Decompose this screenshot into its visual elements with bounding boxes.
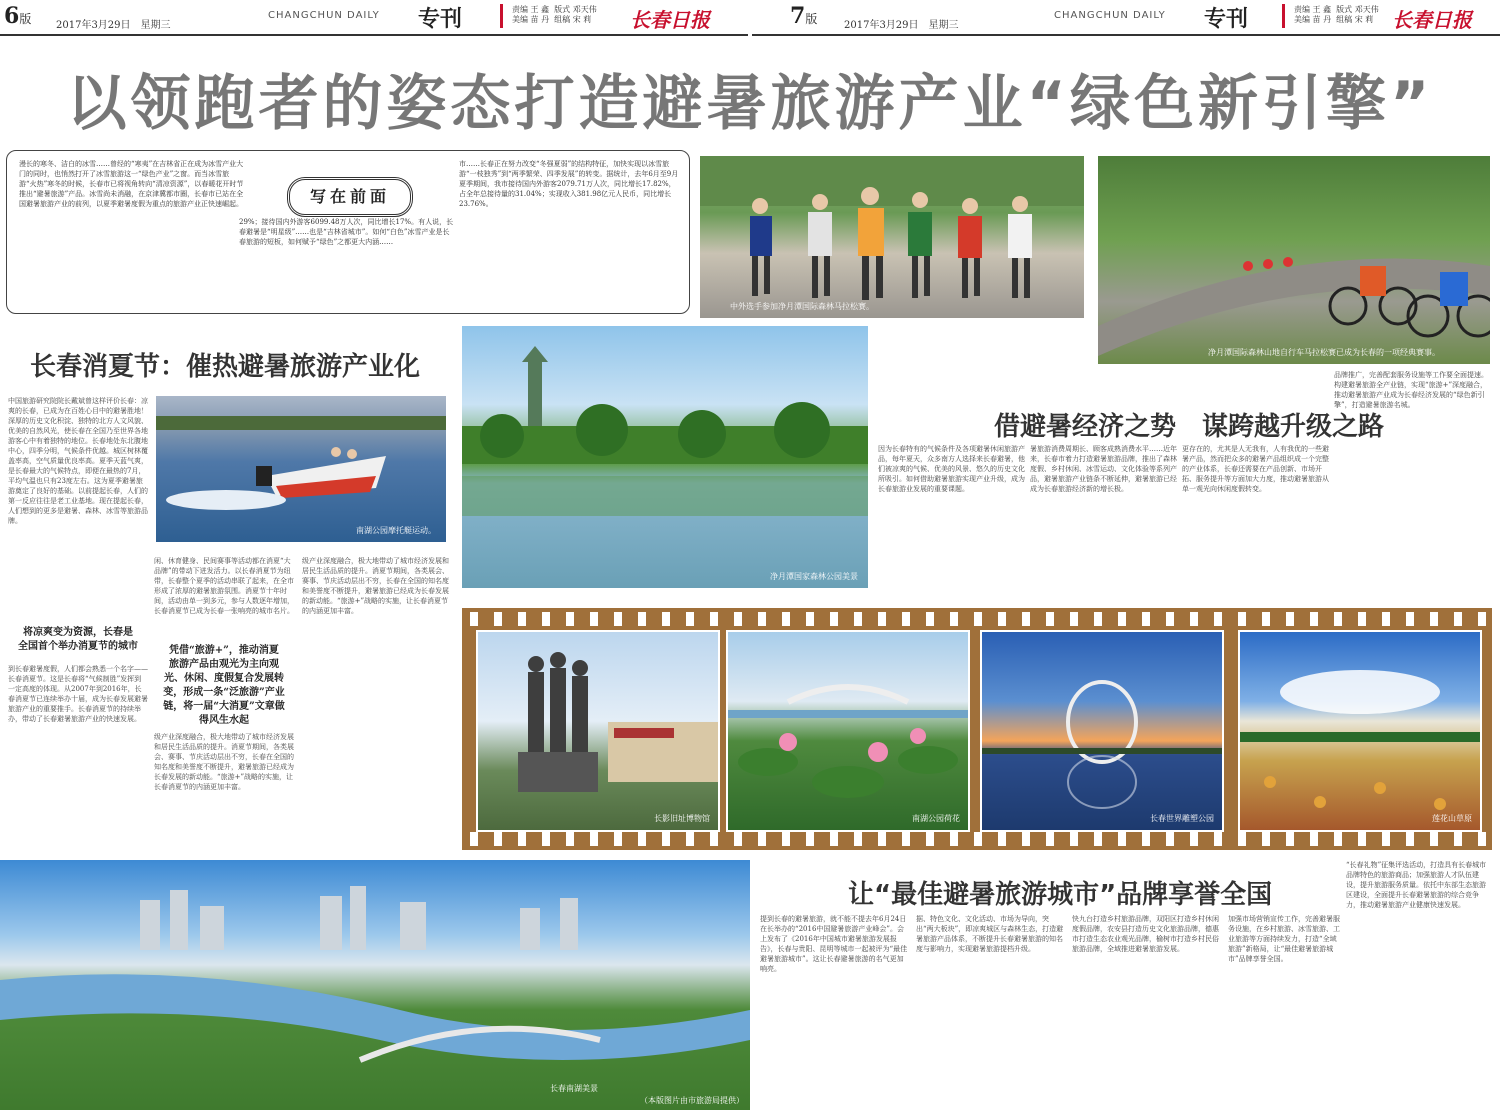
section1-text-col5: 级产业深度融合，极大地带动了城市经济发展和居民生活品质的提升。消夏节期间，各类展会、赛事、节庆活动层出不穷，长春在全国的知名度和美誉度不断提升，避暑旅游已经成为长春发展的新动能。“旅游+”战略的实施，让长春消夏节的内涵更加丰富。 [302,557,449,615]
lake-illustration [462,326,868,588]
page-number: 7版 [790,3,818,29]
section1-subhead1: 将凉爽变为资源，长春是 全国首个举办消夏节的城市 [18,627,138,652]
panorama-photo [0,860,750,1110]
section3-title: 让“最佳避暑旅游城市”品牌享誉全国 [848,880,1273,910]
intro-text-col2: 29%；接待国内外游客6099.48万人次，同比增长17%。有人说，长春避暑是“明星级”……也是“吉林省城市”。如何“白色”冰雪产业是长春旅游的短板，如何赋予“绿色”之都更大内涵…… [239,218,454,246]
section1-text-col1: 中国旅游研究院院长戴斌曾这样评价长春：凉爽的长春，已成为在百姓心目中的避暑胜地！深厚的历史文化积淀、独特的北方人文风貌、优美的自然风光，使长春在全国乃至世界各地游客心中有着独特的地位。长春地处东北腹地中心，四季分明，气候条件优越。城区树林覆盖率高，空气质量优良率高。夏季天蓝气爽，是长春最大的气候特点，即便在最热的7月，平均气温也只有23度左右。这为夏季避暑旅游奠定了良好的基础。以前提起长春，人们的第一反应往往是老工业基地。现在提起长春，人们想到的更多是避暑、森林、冰雪等旅游品牌。 [8,397,148,525]
section2-text-col4: 品牌推广，完善配套服务设施等工作要全面提速。构建避暑旅游全产业链，实现“旅游+”深度融合，推动避暑旅游产业成为长春经济发展的“绿色新引擎”，打造避暑旅游名城。 [1334,371,1488,409]
film-photo-grassland [1238,630,1482,832]
intro-badge: 写在前面 [287,177,413,217]
section3-text-col3: 快九台打造乡村旅游品牌，双阳区打造乡村休闲度假品牌，农安县打造历史文化旅游品牌，德惠市打造生态农业观光品牌，榆树市打造乡村民俗旅游品牌，全域推进避暑旅游发展。 [1072,915,1219,953]
marathon-photo [700,156,1084,318]
newspaper-logo: 长春日报 [1392,8,1472,32]
film-photo-sculpture-park [980,630,1224,832]
newspaper-logo: 长春日报 [630,8,710,32]
photo-film-strip [462,608,1492,850]
film-photo-museum [476,630,720,832]
film-holes-bottom [462,832,1492,846]
divider [500,4,503,28]
intro-text-col3: 市……长春正在努力改变“冬强夏弱”的结构特征，加快实现以冰雪旅游“一枝独秀”到“两季繁荣、四季发展”的转变。据统计，去年6月至9月夏季期间，我市接待国内外游客2079.71万人次，同比增长17.82%，占全年总接待量的31.04%；实现收入381.98亿元人民币，同比增长23.76%。 [459,160,679,208]
film-caption-3: 长春世界雕塑公园 [1150,814,1214,823]
section3-text-col5: “长春礼物”征集评选活动，打造具有长春城市品牌特色的旅游商品；加强旅游人才队伍建设，提升旅游服务质量。依托中东部生态旅游区建设，全面提升长春避暑旅游的综合竞争力，推动避暑旅游产业健康快速发展。 [1346,861,1487,909]
editor-credits: 责编 王 鑫 版式 邓天伟 美编 苗 丹 组稿 宋 莉 [1294,5,1379,24]
cycling-caption: 净月潭国际森林山地自行车马拉松赛已成为长春的一项经典赛事。 [1208,348,1440,357]
page-header-left [0,0,748,36]
section3-text-col2: 据、特色文化、文化活动、市场为导向，突出“两大板块”，即凉爽城区与森林生态，打造避暑旅游产品体系，不断提升长春避暑旅游的知名度与影响力，实现避暑旅游提档升级。 [916,915,1064,953]
intro-text-col1: 漫长的寒冬、洁白的冰雪……曾经的“寒夷”在吉林省正在成为冰雪产业大门的同时，也悄然打开了冰雪旅游这一“绿色产业”之窗。而当冰雪旅游“火热”寒冬的时候，长春市已将视角转向“清凉资源”，以春暖花开时节推出“避暑旅游”产品。冰雪尚未消融，在京津冀都市圈，长春市已站在全国避暑旅游产业的前列，以夏季避暑度假为重点的旅游产业正快速崛起。 [19,160,244,208]
section2-title: 借避暑经济之势 谋跨越升级之路 [994,412,1385,442]
photo-credit: （本版图片由市旅游局提供） [640,1096,744,1105]
page-header-right [752,0,1500,36]
lotus-illustration [728,632,968,830]
page-number: 6版 [4,3,32,29]
paper-name-en: CHANGCHUN DAILY [268,10,380,21]
panorama-caption: 长春南湖美景 [550,1084,598,1093]
section1-title: 长春消夏节：催热避暑旅游产业化 [30,352,421,382]
issue-date: 2017年3月29日 星期三 [56,20,171,31]
statue-illustration [478,632,718,830]
cyclists-illustration [1098,156,1490,364]
film-caption-4: 莲花山草原 [1432,814,1472,823]
speedboat-photo [156,396,446,542]
film-caption-2: 南湖公园荷花 [912,814,960,823]
section2-text-col1: 因为长春特有的气候条件及各项避暑休闲旅游产品，每年夏天，众多南方人选择来长春避暑，他们被凉爽的气候、优美的风景、悠久的历史文化所吸引。如何借助避暑旅游实现产业升级，成为长春旅游业发展的重要课题。 [878,445,1025,493]
runners-illustration [700,156,1084,318]
issue-date: 2017年3月29日 星期三 [844,20,959,31]
section-name: 专刊 [418,6,463,32]
cycling-photo [1098,156,1490,364]
lake-photo [462,326,868,588]
grassland-illustration [1240,632,1480,830]
sculpture-illustration [982,632,1222,830]
section3-text-col1: 提到长春的避暑旅游，就不能不提去年6月24日在长举办的“2016中国避暑旅游产业峰会”。会上发布了《2016年中国城市避暑旅游发展报告》，长春与贵阳、昆明等城市一起被评为“最佳避暑旅游城市”。这让长春避暑旅游的名气更加响亮。 [760,915,908,973]
speedboat-illustration [156,396,446,542]
paper-name-en: CHANGCHUN DAILY [1054,10,1166,21]
film-holes-top [462,612,1492,626]
main-headline: 以领跑者的姿态打造避暑旅游产业“绿色新引擎” [66,69,1434,139]
section1-text-col3: 闲、休育健身、民间赛事等活动都在消夏“大品牌”的带动下迸发活力。以长春消夏节为纽带，长春整个夏季的活动串联了起来，在全市形成了浓厚的避暑旅游氛围。消夏节十年时间，活动由单一到多元，参与人数逐年增加，长春消夏节已成为长春一张响亮的城市名片。 [154,557,294,615]
editor-credits: 责编 王 鑫 版式 邓天伟 美编 苗 丹 组稿 宋 莉 [512,5,597,24]
film-photo-lotus [726,630,970,832]
speedboat-caption: 南湖公园摩托艇运动。 [356,526,436,535]
film-caption-1: 长影旧址博物馆 [654,814,710,823]
divider [1282,4,1285,28]
section2-text-col2: 暑旅游消费周期长、顾客成熟消费水平……近年来，长春市着力打造避暑旅游品牌，推出了森林度假、乡村休闲、冰雪运动、文化体验等系列产品，避暑旅游产业链条不断延伸，避暑旅游已经成为长春旅游经济新的增长极。 [1030,445,1177,493]
section1-subhead2: 凭借“旅游+”，推动消夏 旅游产品由观光为主向观 光、休闲、度假复合发展转 变，形成一条“泛旅游”产业 链，将一届“大消夏”文章做 得风生水起 [163,645,285,726]
section1-text-col2: 到长春避暑度假，人们都会熟悉一个名字——长春消夏节。这是长春将“气候制胜”发挥到一定高度的体现。从2007年到2016年，长春消夏节已连续举办十届，成为长春发展避暑旅游产业的重要推手。长春消夏节的持续举办，带动了长春避暑旅游产业的快速发展。 [8,665,148,723]
section2-text-col3: 更存在的，尤其是人无我有，人有我优的一些避暑产品，然而把众多的避暑产品组织成一个完整的产业体系，长春还需要在产品创新、市场开拓、服务提升等方面加大力度，推动避暑旅游从单一观光向休闲度假转变。 [1182,445,1329,493]
section3-text-col4: 加强市场营销宣传工作，完善避暑服务设施，在乡村旅游、冰雪旅游、工业旅游等方面持续发力，打造“全域旅游”新格局，让“最佳避暑旅游城市”品牌享誉全国。 [1228,915,1340,963]
lake-caption: 净月潭国家森林公园美景 [770,572,858,581]
section1-text-col4: 级产业深度融合，极大地带动了城市经济发展和居民生活品质的提升。消夏节期间，各类展会、赛事、节庆活动层出不穷，长春在全国的知名度和美誉度不断提升，避暑旅游已经成为长春发展的新动能。“旅游+”战略的实施，让长春消夏节的内涵更加丰富。 [154,733,294,791]
panorama-illustration [0,860,750,1110]
section-name: 专刊 [1204,6,1249,32]
intro-box [6,150,690,314]
marathon-caption: 中外选手参加净月潭国际森林马拉松赛。 [730,302,874,311]
